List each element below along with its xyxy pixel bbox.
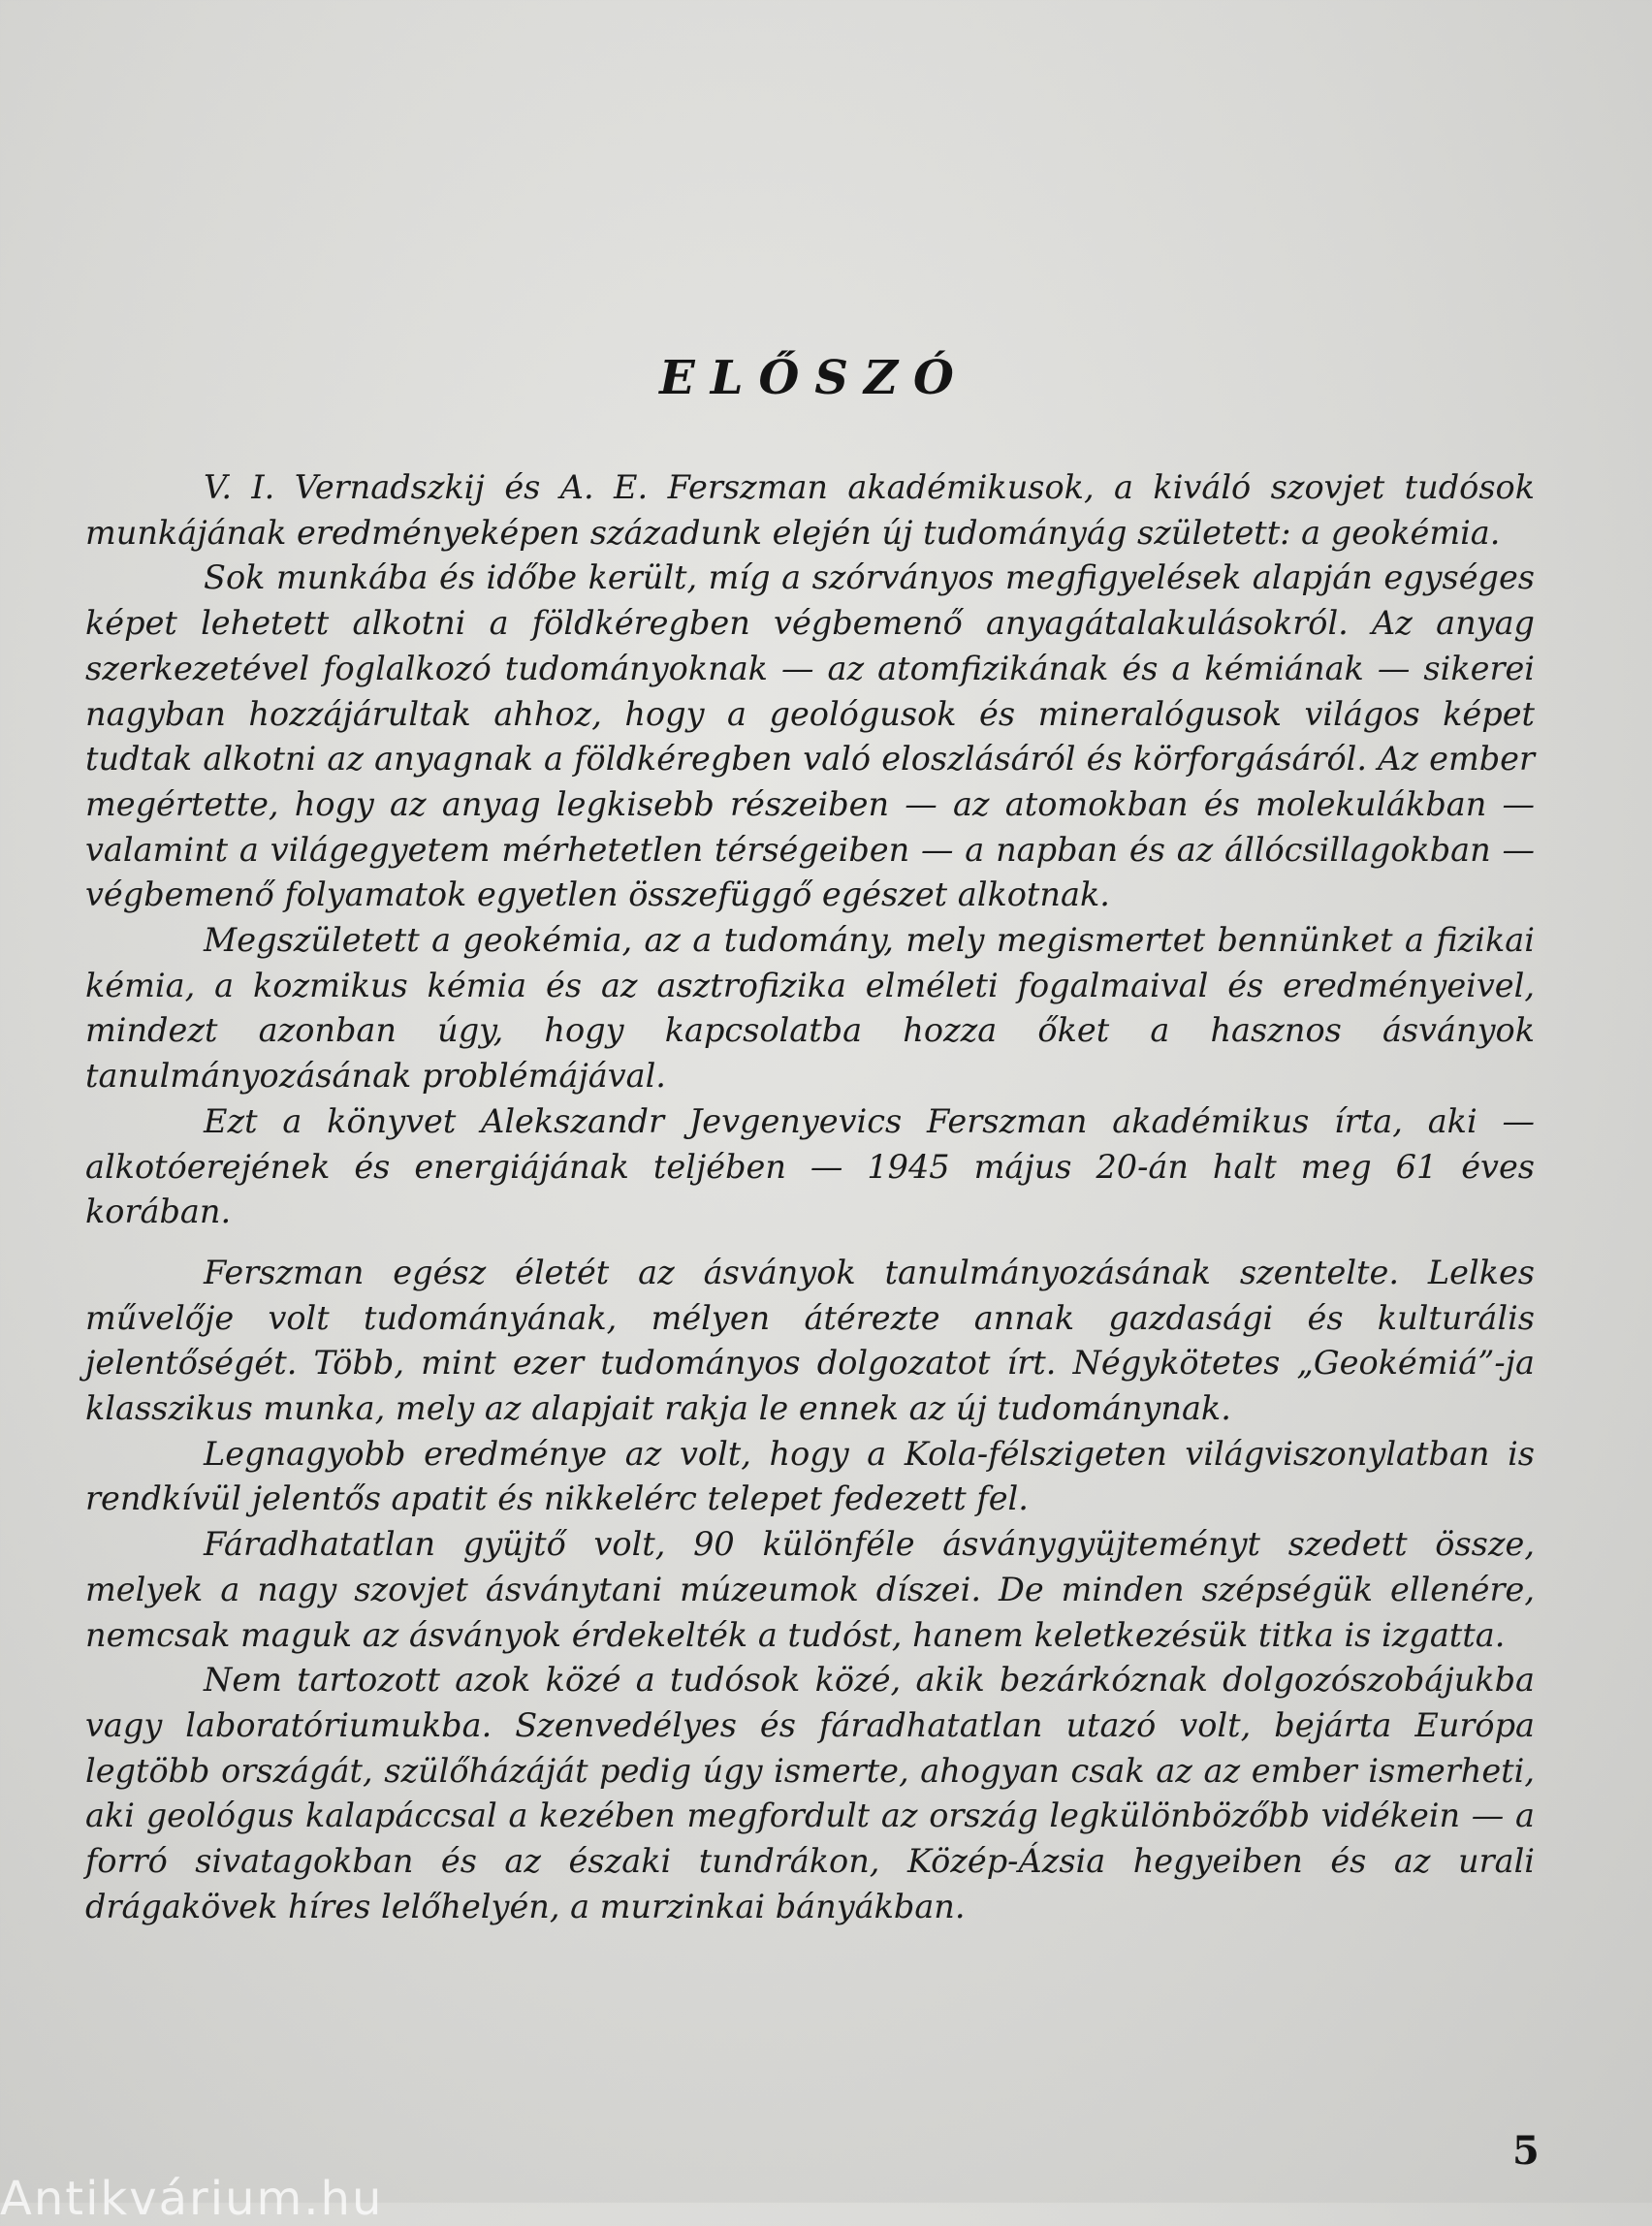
paragraph: Nem tartozott azok közé a tudósok közé, akik bezárkóznak dolgozószobájukba vagy laboratóriumukba. Szenvedélyes és fáradhatatlan utazó volt, bejárta Európa legtöbb országát, szülőházáját pedig úgy ismerte, ahogyan csak az az ember ismerheti, aki geológus kalapáccsal a kezében megfordult az ország legkülönbözőbb vidékein — a forró sivatagokban és az északi tundrákon, Közép-Ázsia hegyeiben és az urali drágakövek híres lelőhelyén, a murzinkai bányákban. — [85, 1661, 1535, 1925]
paragraph: Legnagyobb eredménye az volt, hogy a Kola-félszigeten világviszonylatban is rendkívül jelentős apatit és nikkelérc telepet fedezett fel. — [85, 1434, 1535, 1518]
body-text — [85, 465, 1535, 1930]
paragraph: V. I. Vernadszkij és A. E. Ferszman akadémikusok, a kiváló szovjet tudósok munkájának eredményeképen századunk elején új tudományág született: a geokémia. — [85, 468, 1535, 552]
paragraph: Ferszman egész életét az ásványok tanulmányozásának szentelte. Lelkes művelője volt tudományának, mélyen átérezte annak gazdasági és kulturális jelentőségét. Több, mint ezer tudományos dolgozatot írt. Négykötetes „Geokémiá”-ja klasszikus munka, mely az alapjait rakja le ennek az új tudománynak. — [85, 1253, 1535, 1428]
page-number: 5 — [1512, 2128, 1540, 2174]
page-title: ELŐSZÓ — [659, 351, 969, 405]
watermark: Antikvárium.hu — [0, 2172, 384, 2226]
paragraph: Fáradhatatlan gyüjtő volt, 90 különféle ásványgyüjteményt szedett össze, melyek a nagy szovjet ásványtani múzeumok díszei. De minden szépségük ellenére, nemcsak maguk az ásványok érdekelték a tudóst, hanem keletkezésük titka is izgatta. — [85, 1525, 1535, 1654]
paragraph: Sok munkába és időbe került, míg a szórványos megfigyelések alapján egységes képet lehetett alkotni a földkéregben végbemenő anyagátalakulásokról. Az anyag szerkezetével foglalkozó tudományoknak — az atomfizikának és a kémiának — sikerei nagyban hozzájárultak ahhoz, hogy a geológusok és mineralógusok világos képet tudtak alkotni az anyagnak a földkéregben való eloszlásáról és körforgásáról. Az ember megértette, hogy az anyag legkisebb részeiben — az atomokban és molekulákban — valamint a világegyetem mérhetetlen térségeiben — a napban és az állócsillagokban — végbemenő folyamatok egyetlen összefüggő egészet alkotnak. — [85, 558, 1535, 914]
paragraph: Ezt a könyvet Alekszandr Jevgenyevics Ferszman akadémikus írta, aki — alkotóerejének és energiájának teljében — 1945 május 20-án halt meg 61 éves korában. — [85, 1101, 1535, 1231]
paragraph: Megszületett a geokémia, az a tudomány, mely megismertet bennünket a fizikai kémia, a kozmikus kémia és az asztrofizika elméleti fogalmaival és eredményeivel, mindezt azonban úgy, hogy kapcsolatba hozza őket a hasznos ásványok tanulmányozásának problémájával. — [85, 921, 1535, 1096]
